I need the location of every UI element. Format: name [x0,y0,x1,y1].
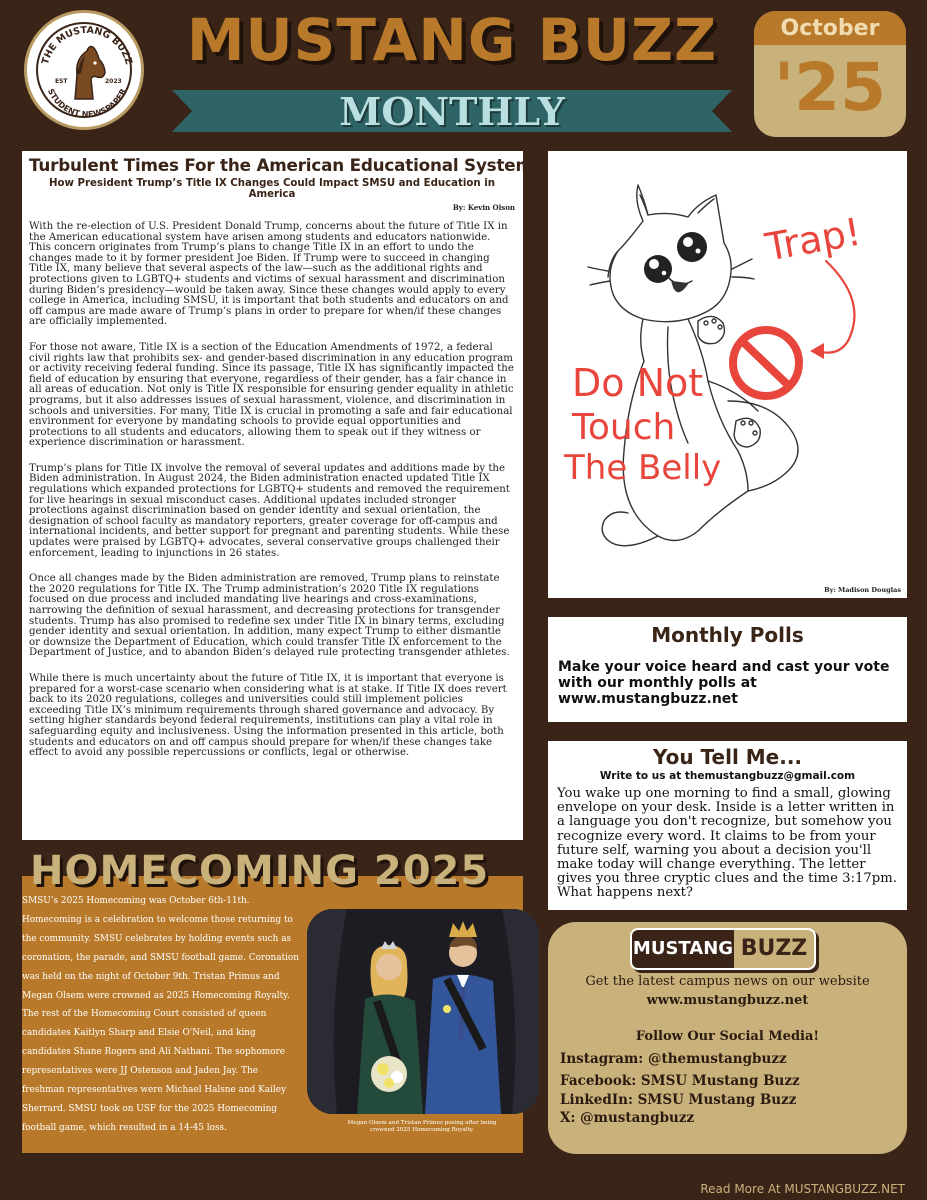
article-title: Turbulent Times For the American Educational System: [29,155,540,175]
main-article [22,151,540,840]
social-instagram: Instagram: @themustangbuzz [560,1051,787,1067]
photo-caption: Megan Olsem and Tristan Primus posing after being crowned 2025 Homecoming Royalty. [347,1120,497,1133]
promo-box [548,922,907,1154]
article-paragraph: While there is much uncertainty about the future of Title IX, it is important that everyone is prepared for a worst-case scenario when considering what is at stake. If Title IX does revert back to its 2020 regulations, colleges and universities could still implement policies exceeding Title IX’s minimum requirements through shared governance and advocacy. By setting higher standards beyond federal requirements, institutions can play a vital role in safeguarding equity and inclusiveness. Using the information presented in this article, both students and educators on and off campus should prepare for when/if these changes take effect to avoid any possible repercussions or conflicts, legal or otherwise. [29,672,507,759]
prohibited-sign-icon [733,330,799,396]
homecoming-body: SMSU’s 2025 Homecoming was October 6th-11th. Homecoming is a celebration to welcome those returning to the community. SMSU celebrates by holding events such as coronation, the parade, and SMSU football game. Coronation was held on the night of October 9th. Tristan Primus and Megan Olsem were crowned as 2025 Homecoming Royalty. The rest of the Homecoming Court consisted of queen candidates Kaitlyn Sharp and Elsie O'Neil, and king candidates Shane Rogers and Ali Nathani. The sophomore representatives were JJ Ostenson and Jaden Jay. The freshman representatives were Michael Halsne and Kailey Sherrard. SMSU took on USF for the 2025 Homecoming football game, which resulted in a 14-45 loss. [22,896,299,1133]
article-paragraph: For those not aware, Title IX is a section of the Education Amendments of 1972, a federal civil rights law that prohibits sex- and gender-based discrimination in any education program or activity receiving federal funding. Since its passage, Title IX has significantly impacted the field of education by ensuring that everyone, regardless of their gender, has a fair chance in all areas of education. Not only is Title IX responsible for ensuring gender equality in athletic programs, but it also addresses issues of sexual harassment, violence, and discrimination in schools and universities. For many, Title IX is crucial in promoting a safe and fair educational environment for everyone by mandating schools to provide equal opportunities and protections to all students and educators, allowing them to speak out if they witness or experience discrimination or harassment. [29,341,514,449]
promo-tagline: Get the latest campus news on our website [585,974,870,989]
you-tell-me-box [548,741,907,910]
cartoon-text-line1: Do Not [572,361,704,405]
homecoming-section [22,876,523,1153]
mustang-buzz-logo [630,928,816,970]
tell-prompt: You wake up one morning to find a small, glowing envelope on your desk. Inside is a letter written in a language you don't recognize, but somehow you recognize every word. It claims to be from your future self, warning you about a decision you'll make today will change everything. The letter gives you three cryptic clues and the time 3:17pm. What happens next? [557,786,897,901]
masthead-title: MUSTANG BUZZ [186,6,718,74]
cartoon-credit: By: Madison Douglas [824,586,901,594]
homecoming-title: HOMECOMING 2025 [30,848,490,894]
tell-heading: You Tell Me... [652,745,803,769]
article-paragraph: With the re-election of U.S. President Donald Trump, concerns about the future of Title IX in the American educational system have arisen among students and educators nationwide. This concern originates from Trump’s plans to change Title IX in an effort to undo the changes made to it by former president Joe Biden. If Trump were to succeed in changing Title IX, many believe that several aspects of the law—such as the additional rights and protections given to LGBTQ+ students and victims of sexual harassment and discrimination during Biden’s presidency—would be taken away. Since these changes would apply to every college in America, including SMSU, it is important that both students and educators on and off campus are made aware of Trump’s plans in order to prepare for when/if these changes are officially implemented. [29,221,509,328]
cartoon-text-line3: The Belly [564,448,722,488]
monthly-polls-box [548,617,907,722]
masthead-ribbon [172,90,732,132]
cat-cartoon-drawing [548,151,907,598]
article-paragraph: Trump’s plans for Title IX involve the removal of several updates and additions made by the Biden administration. In August 2024, the Biden administration enacted updated Title IX regulations which expanded protections for LGBTQ+ students and removed the requirement for live hearings in sexual misconduct cases. Additional updates included stronger protections against discrimination based on gender identity and sexual orientation, the designation of school faculty as mandatory reporters, greater coverage for off-campus and international incidents, and better support for pregnant and parenting students. While these updates were praised by LGBTQ+ advocates, several conservative groups challenged their enforcement, leading to injunctions in 26 states. [29,462,510,559]
article-byline: By: Kevin Olson [452,203,515,212]
homecoming-royalty-photo [307,909,539,1114]
newspaper-seal-logo [24,10,144,130]
article-subtitle: How President Trump’s Title IX Changes Could Impact SMSU and Education in America [49,178,495,200]
polls-body: Make your voice heard and cast your vote with our monthly polls at www.mustangbuzz.net [558,659,890,707]
seal-est-label: EST [55,78,68,85]
promo-follow-heading: Follow Our Social Media! [635,1029,820,1044]
issue-year: '25 [773,49,887,126]
footer-read-more-link[interactable]: Read More At MUSTANGBUZZ.NET [700,1182,905,1196]
cartoon-panel [548,151,907,598]
polls-heading: Monthly Polls [651,623,804,647]
social-linkedin: LinkedIn: SMSU Mustang Buzz [560,1092,797,1108]
article-paragraph: Once all changes made by the Biden administration are removed, Trump plans to reinstate the 2020 regulations for Title IX. The Trump administration’s 2020 Title IX regulations focused on due process and included mandating live hearings and cross-examinations, narrowing the definition of sexual harassment, and decreasing protections for transgender students. Trump has also promised to redefine sex under Title IX in binary terms, excluding gender identity and sexual orientation. In addition, many expect Trump to either dismantle or downsize the Department of Education, which could transfer Title IX enforcement to the Department of Justice, and to abandon Biden’s delayed rule protecting transgender athletes. [29,573,510,659]
seal-top-text: THE MUSTANG BUZZ [40,24,134,66]
tell-email-line: Write to us at themustangbuzz@gmail.com [599,770,856,782]
ribbon-label: MONTHLY [339,89,565,134]
logo-right-text: BUZZ [734,930,814,968]
cartoon-text-line2: Touch [572,407,676,448]
seal-est-year: 2023 [105,78,122,85]
cartoon-trap-text: Trap! [762,209,865,270]
seal-bottom-text: STUDENT NEWSPAPER [45,87,129,120]
social-x: X: @mustangbuzz [560,1110,695,1126]
promo-website-link[interactable]: www.mustangbuzz.net [646,993,809,1008]
issue-month: October [754,11,906,45]
horse-head-icon [75,47,105,100]
issue-date-badge [754,11,906,137]
social-facebook: Facebook: SMSU Mustang Buzz [560,1073,800,1089]
logo-left-text: MUSTANG [632,930,734,968]
